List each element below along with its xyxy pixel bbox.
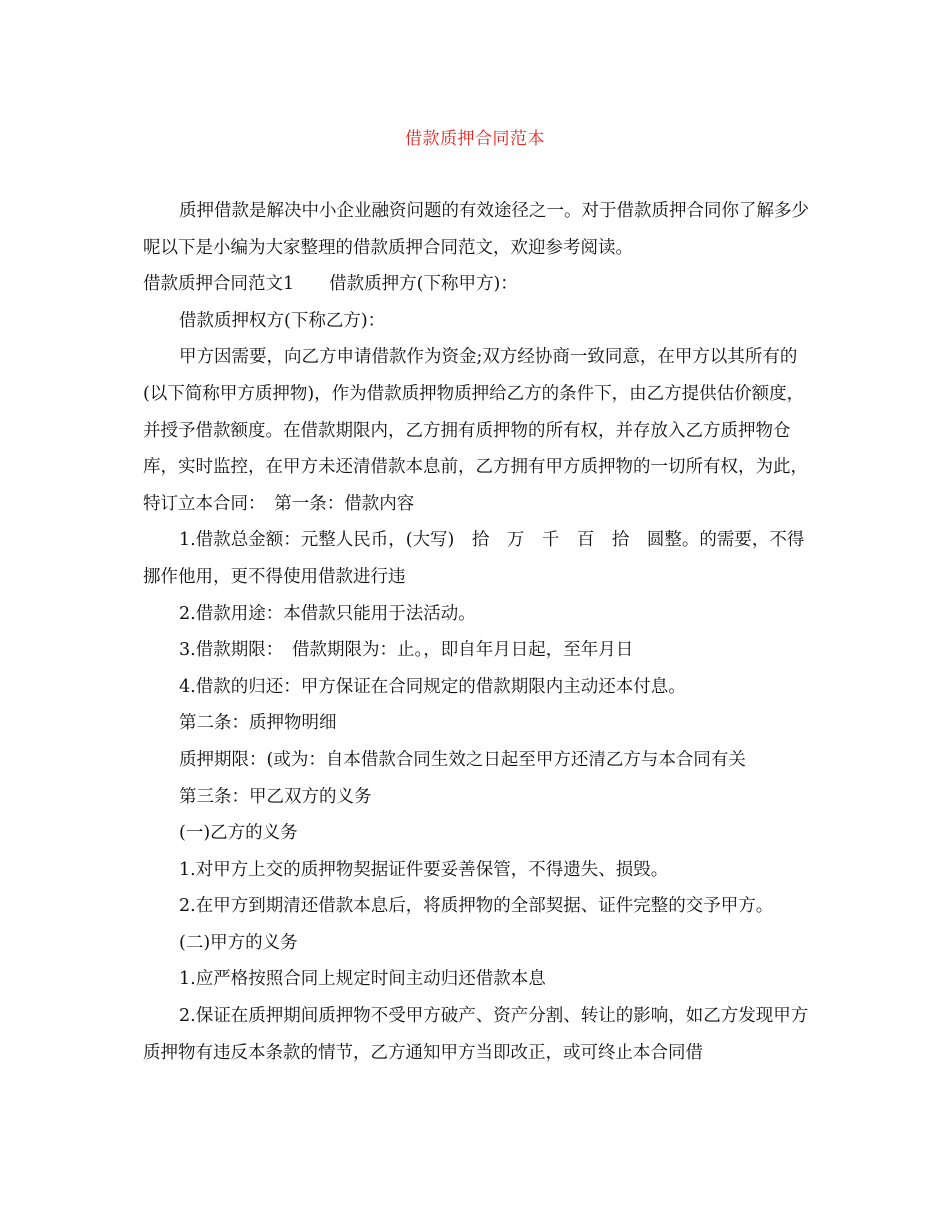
paragraph-loan-purpose: 2.借款用途：本借款只能用于法活动。 bbox=[179, 603, 476, 624]
paragraph-a-duty-1: 1.应严格按照合同上规定时间主动归还借款本息 bbox=[179, 969, 546, 990]
paragraph-b-duty-1: 1.对甲方上交的质押物契据证件要妥善保管，不得遗失、损毁。 bbox=[179, 859, 669, 880]
paragraph-b-duty-2: 2.在甲方到期清还借款本息后，将质押物的全部契据、证件完整的交予甲方。 bbox=[179, 896, 774, 917]
paragraph-pledge-term: 质押期限：(或为：自本借款合同生效之日起至甲方还清乙方与本合同有关 bbox=[179, 749, 746, 770]
paragraph-party-b: 借款质押权方(下称乙方)： bbox=[179, 310, 386, 331]
paragraph-party-b-duties: (一)乙方的义务 bbox=[179, 823, 298, 844]
paragraph-a-duty-2: 2.保证在质押期间质押物不受甲方破产、资产分割、转让的影响，如乙方发现甲方质押物有违反本条款的情节，乙方通知甲方当即改正，或可终止本合同借 bbox=[143, 1006, 809, 1063]
paragraph-preamble: 甲方因需要，向乙方申请借款作为资金;双方经协商一致同意，在甲方以其所有的(以下简称甲方质押物)，作为借款质押物质押给乙方的条件下，由乙方提供估价额度，并授予借款额度。在借款期限内，乙方拥有质押物的所有权，并存放入乙方质押物仓库，实时监控，在甲方未还清借款本息前，乙方拥有甲方质押物的一切所有权，为此，特订立本合同： 第一条：借款内容 bbox=[143, 347, 808, 514]
paragraph-intro: 质押借款是解决中小企业融资问题的有效途径之一。对于借款质押合同你了解多少呢以下是小编为大家整理的借款质押合同范文，欢迎参考阅读。 bbox=[143, 201, 809, 258]
document-title: 借款质押合同范本 bbox=[405, 129, 545, 149]
paragraph-loan-amount: 1.借款总金额：元整人民币，(大写) 拾 万 千 百 拾 圆整。的需要，不得挪作他用，更不得使用借款进行违 bbox=[143, 530, 805, 587]
paragraph-article-2: 第二条：质押物明细 bbox=[179, 713, 337, 734]
document-body bbox=[143, 193, 811, 1071]
paragraph-party-a-duties: (二)甲方的义务 bbox=[179, 932, 298, 953]
paragraph-loan-term: 3.借款期限： 借款期限为：止。，即自年月日起，至年月日 bbox=[179, 640, 634, 661]
paragraph-article-3: 第三条：甲乙双方的义务 bbox=[179, 786, 372, 807]
paragraph-sample-heading: 借款质押合同范文1 借款质押方(下称甲方)： bbox=[143, 274, 518, 295]
paragraph-loan-repayment: 4.借款的归还：甲方保证在合同规定的借款期限内主动还本付息。 bbox=[179, 676, 686, 697]
